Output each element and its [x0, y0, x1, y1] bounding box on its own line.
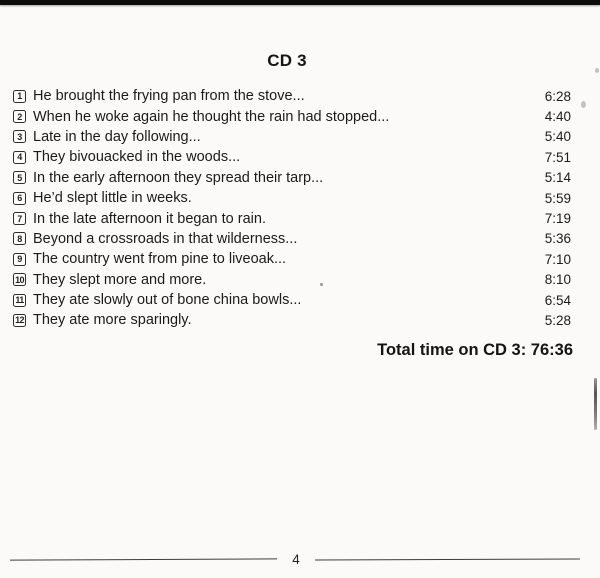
scan-artifact: [594, 378, 597, 430]
track-number-box: 9: [13, 253, 26, 266]
track-number-box: 10: [13, 273, 26, 286]
track-row: [13, 229, 571, 249]
track-title: He brought the frying pan from the stove...: [33, 88, 305, 105]
track-time: 7:10: [544, 251, 571, 267]
track-title: Beyond a crossroads in that wilderness...: [33, 230, 298, 247]
page-title: CD 3: [267, 51, 307, 70]
footer-rule-left: [10, 558, 277, 560]
track-time: 4:40: [544, 109, 571, 125]
track-time: 8:10: [544, 272, 571, 288]
track-title: They ate more sparingly.: [33, 312, 192, 329]
track-number-box: 7: [13, 212, 26, 225]
page-footer: [0, 548, 600, 570]
track-row: [13, 86, 571, 106]
track-row: [13, 168, 571, 188]
track-title: Late in the day following...: [33, 128, 201, 145]
track-time: 5:59: [544, 190, 571, 206]
track-title: They ate slowly out of bone china bowls...: [33, 292, 302, 309]
track-time: 5:28: [544, 312, 571, 328]
scan-artifact: [320, 283, 323, 286]
page-number: 4: [292, 551, 300, 567]
track-title: In the late afternoon it began to rain.: [33, 210, 266, 227]
track-row: [13, 188, 571, 208]
track-title: When he woke again he thought the rain had stopped...: [33, 108, 390, 125]
track-row: [13, 208, 571, 228]
track-time: 7:19: [544, 211, 571, 227]
track-row: [13, 310, 571, 330]
track-row: [13, 270, 571, 290]
track-number-box: 3: [13, 130, 26, 143]
track-time: 6:28: [544, 88, 571, 104]
track-title: He’d slept little in weeks.: [33, 190, 192, 207]
track-number-box: 11: [13, 294, 26, 307]
track-number-box: 2: [13, 110, 26, 123]
track-title: The country went from pine to liveoak...: [33, 251, 287, 268]
track-row: [13, 249, 571, 269]
track-time: 5:36: [544, 231, 571, 247]
total-time-label: Total time on CD 3: 76:36: [377, 341, 573, 359]
track-time: 5:40: [544, 129, 571, 145]
track-number-box: 8: [13, 232, 26, 245]
track-row: [13, 106, 571, 126]
track-time: 5:14: [544, 170, 571, 186]
track-title: They slept more and more.: [33, 271, 207, 288]
track-title: They bivouacked in the woods...: [33, 149, 241, 166]
scan-artifact: [595, 68, 599, 73]
track-time: 6:54: [544, 292, 571, 308]
track-number-box: 4: [13, 151, 26, 164]
track-list: [13, 86, 571, 331]
scan-artifact: [581, 101, 586, 108]
track-time: 7:51: [544, 149, 571, 165]
track-row: [13, 127, 571, 147]
track-number-box: 5: [13, 171, 26, 184]
track-number-box: 1: [13, 90, 26, 103]
top-edge-bar: [0, 0, 600, 5]
track-number-box: 12: [13, 314, 26, 327]
track-title: In the early afternoon they spread their tarp...: [33, 169, 324, 186]
footer-rule-right: [315, 558, 580, 560]
track-number-box: 6: [13, 192, 26, 205]
track-row: [13, 290, 571, 310]
track-row: [13, 147, 571, 167]
